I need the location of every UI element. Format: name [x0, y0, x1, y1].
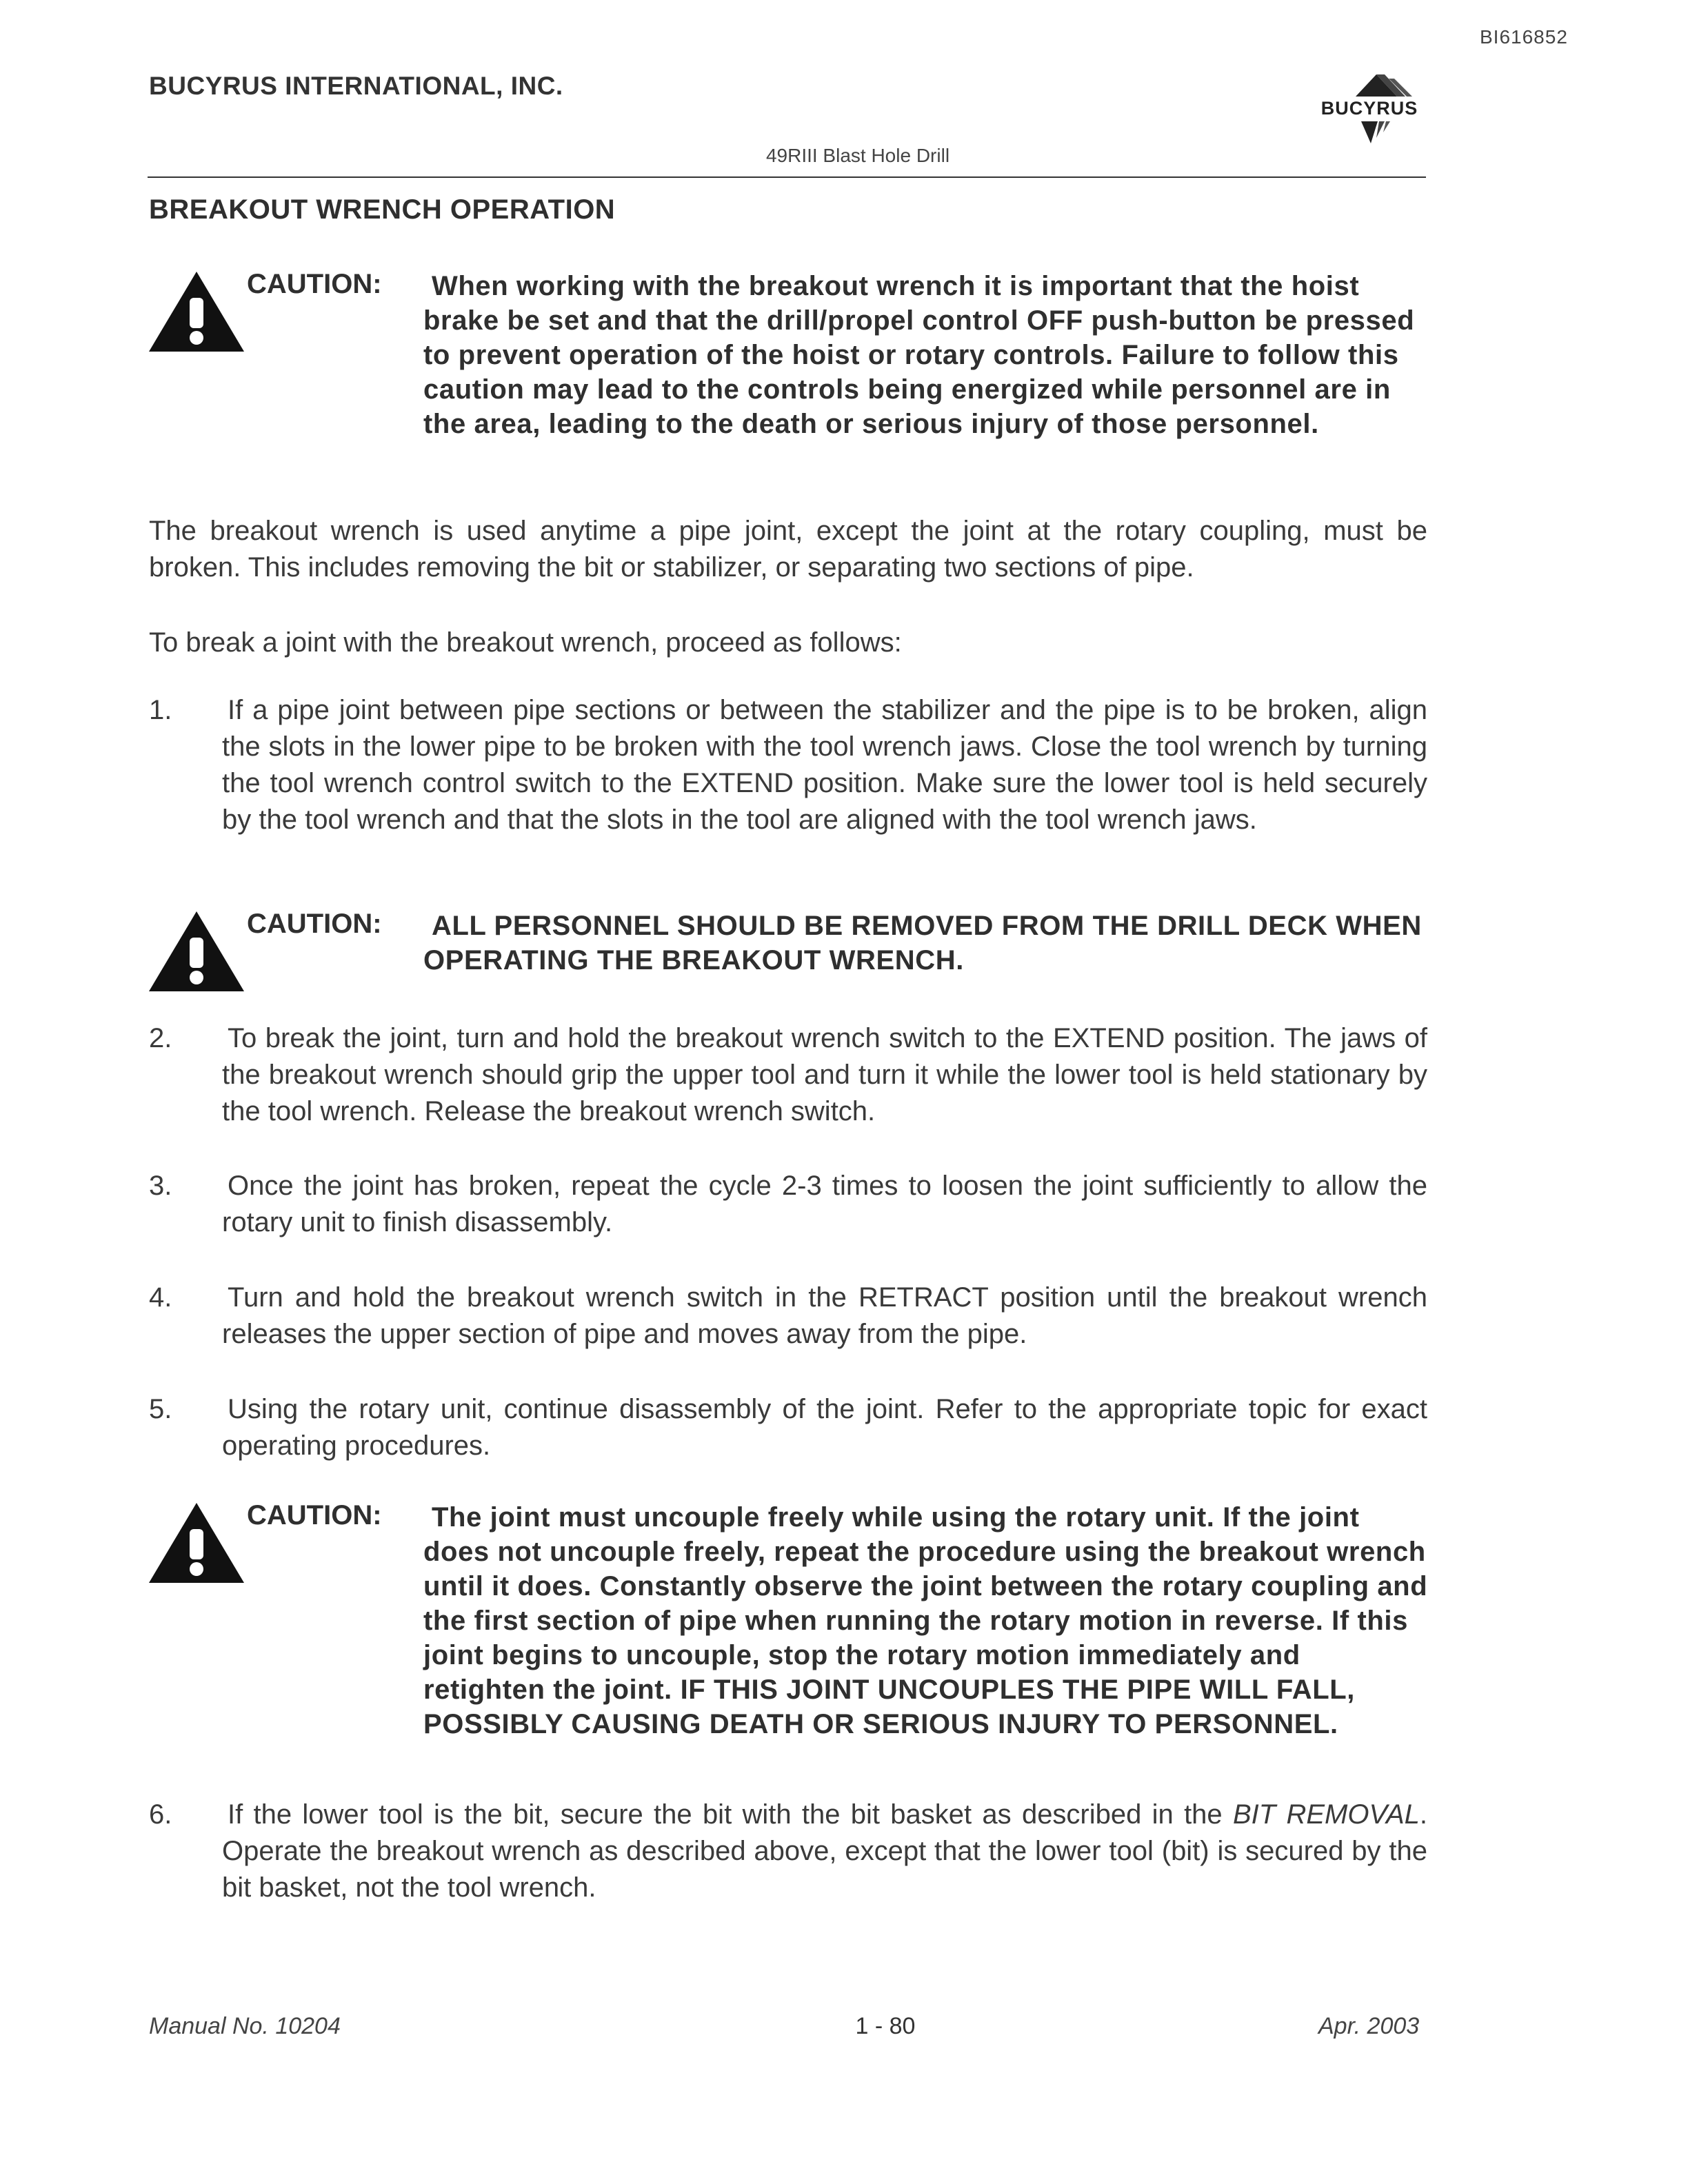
step-number: 6. [149, 1799, 172, 1830]
revision-date: Apr. 2003 [1318, 2013, 1420, 2039]
caution-block-2 [148, 909, 1430, 998]
step-number: 3. [149, 1171, 172, 1201]
caution-label: CAUTION: [247, 1500, 382, 1530]
header-divider [148, 176, 1426, 178]
caution-block-3 [148, 1500, 1430, 1790]
logo-wordmark: BUCYRUS [1320, 98, 1418, 119]
caution-block-1 [148, 269, 1430, 476]
warning-triangle-icon [148, 909, 245, 994]
step-text: Turn and hold the breakout wrench switch in the RETRACT position until the breakout wrench releases the upper section of pipe and moves away from the pipe. [222, 1282, 1427, 1349]
caution-text: When working with the breakout wrench it is important that the hoist brake be set and that the drill/propel control OFF push-button be pressed to prevent operation of the hoist or rotary controls. Failure to follow this caution may lead to the controls being energized while personnel are in the area, leading to the death or serious injury of those personnel. [423, 271, 1415, 439]
intro-paragraph: The breakout wrench is used anytime a pipe joint, except the joint at the rotary coupling, must be broken. This includes removing the bit or stabilizer, or separating two sections of pipe. [149, 516, 1427, 583]
caution-label: CAUTION: [247, 269, 382, 299]
document-subtitle: 49RIII Blast Hole Drill [765, 145, 950, 166]
step-number: 5. [149, 1394, 172, 1424]
manual-number: Manual No. 10204 [149, 2013, 341, 2039]
bucyrus-logo [1307, 69, 1431, 152]
company-name: BUCYRUS INTERNATIONAL, INC. [149, 72, 563, 100]
page-number: 1 - 80 [855, 2013, 916, 2039]
step-text: To break the joint, turn and hold the breakout wrench switch to the EXTEND position. The jaws of the breakout wrench should grip the upper tool and turn it while the lower tool is held stationary by the tool wrench. Release the breakout wrench switch. [222, 1023, 1427, 1126]
warning-triangle-icon [148, 1500, 245, 1586]
step-text: If a pipe joint between pipe sections or between the stabilizer and the pipe is to be broken, align the slots in the lower pipe to be broken with the tool wrench jaws. Close the tool wrench by turning the tool wrench control switch to the EXTEND position. Make sure the lower tool is held securely by the tool wrench and that the slots in the tool are aligned with the tool wrench jaws. [222, 695, 1427, 835]
step-text-part: . Operate the breakout wrench as described above, except that the lower tool (bit) is secured by the bit basket, not the tool wrench. [222, 1799, 1427, 1903]
caution-text: The joint must uncouple freely while using the rotary unit. If the joint does not uncouple freely, repeat the procedure using the breakout wrench until it does. Constantly observe the joint between the rotary coupling and the first section of pipe when running the rotary motion in reverse. If this joint begins to uncouple, stop the rotary motion immediately and retighten the joint. IF THIS JOINT UNCOUPLES THE PIPE WILL FALL, POSSIBLY CAUSING DEATH OR SERIOUS INJURY TO PERSONNEL. [423, 1502, 1428, 1739]
step-number: 2. [149, 1023, 172, 1053]
step-text [222, 1797, 1427, 1906]
step-number: 4. [149, 1282, 172, 1313]
section-title: BREAKOUT WRENCH OPERATION [149, 194, 616, 225]
step-number: 1. [149, 695, 172, 725]
step-text: Using the rotary unit, continue disassembly of the joint. Refer to the appropriate topic for exact operating procedures. [222, 1394, 1427, 1461]
warning-triangle-icon [148, 269, 245, 354]
intro-lead-in: To break a joint with the breakout wrench, proceed as follows: [149, 627, 902, 658]
caution-label: CAUTION: [247, 909, 382, 939]
bit-removal-reference[interactable]: BIT REMOVAL [1232, 1799, 1420, 1830]
step-text-part: If the lower tool is the bit, secure the bit with the bit basket as described in the [228, 1799, 1233, 1830]
caution-text: ALL PERSONNEL SHOULD BE REMOVED FROM THE DRILL DECK WHEN OPERATING THE BREAKOUT WRENCH. [423, 911, 1422, 975]
document-id: BI616852 [1480, 26, 1568, 48]
step-text: Once the joint has broken, repeat the cycle 2-3 times to loosen the joint sufficiently to allow the rotary unit to finish disassembly. [222, 1171, 1427, 1237]
